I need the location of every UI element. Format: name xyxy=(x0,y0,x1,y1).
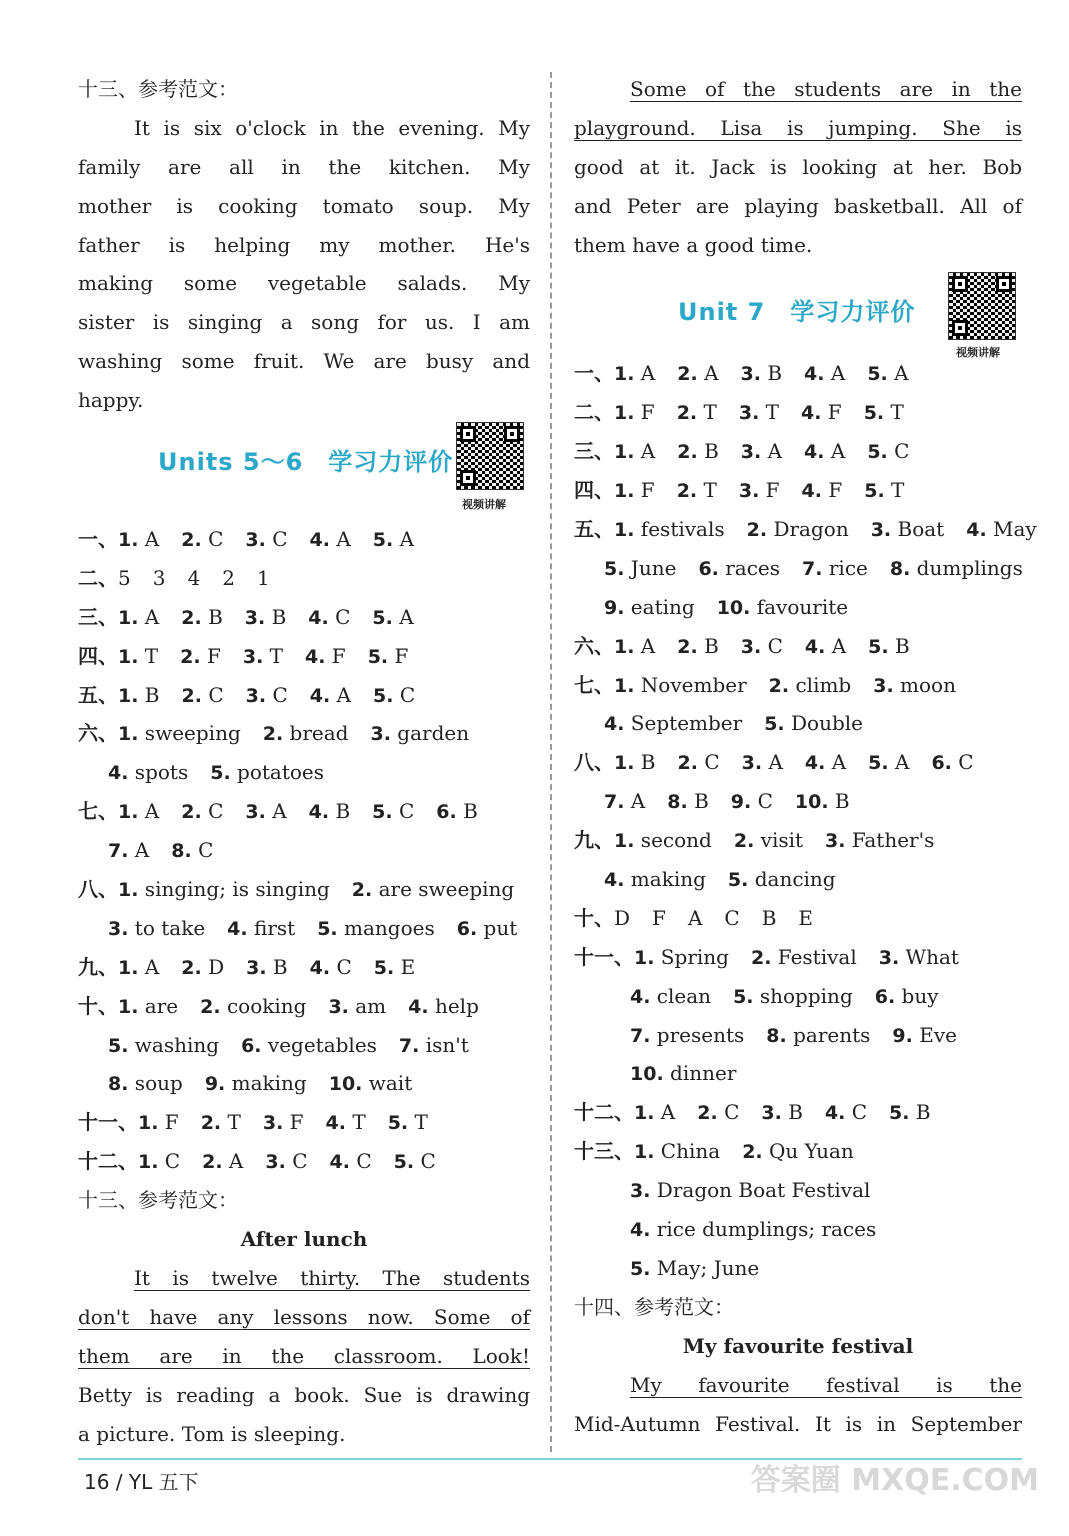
answer-item: 5. E xyxy=(373,954,416,979)
left-column xyxy=(78,70,530,1453)
answer-row xyxy=(574,1171,1022,1210)
answer-item: 2. C xyxy=(181,527,224,552)
answer-item: 1. festivals xyxy=(614,517,725,542)
answer-row xyxy=(78,598,530,637)
answer-item: 4. C xyxy=(824,1100,868,1125)
answer-item: 2. C xyxy=(181,682,224,707)
answer-row xyxy=(574,588,1022,627)
answer-item: A xyxy=(687,905,703,930)
essay-line: washing some fruit. We are busy and xyxy=(78,349,530,374)
answer-item: 4. C xyxy=(329,1149,372,1174)
question-number: 七、 xyxy=(78,799,118,824)
answer-item: 2. bread xyxy=(262,721,349,746)
answer-item: 1. A xyxy=(118,527,160,552)
page-footer: 16 / YL 五下 xyxy=(84,1470,199,1494)
answer-item: 4. September xyxy=(604,711,743,736)
answer-item: 3. Boat xyxy=(870,517,945,542)
answer-item: 7. A xyxy=(108,838,150,863)
answer-row xyxy=(574,627,1022,666)
answer-item: 5. A xyxy=(372,604,414,629)
answer-item: 2. are sweeping xyxy=(351,877,515,902)
question-number: 六、 xyxy=(78,721,118,746)
qr-code[interactable] xyxy=(948,272,1016,340)
answer-item: 5. C xyxy=(372,799,415,824)
answer-item: 2. C xyxy=(181,799,224,824)
answer-row xyxy=(78,1026,530,1065)
essay-line: father is helping my mother. He's xyxy=(78,232,530,257)
answer-item: 4. F xyxy=(801,400,842,425)
answer-row xyxy=(574,549,1022,588)
answer-item: 2. C xyxy=(697,1100,740,1125)
answer-item: 1. November xyxy=(614,672,747,697)
answer-item: 6. buy xyxy=(874,983,939,1008)
answer-item: 1. A xyxy=(614,439,656,464)
answer-row xyxy=(78,637,530,676)
answer-row xyxy=(78,1103,530,1142)
answer-item: 3. T xyxy=(242,643,283,668)
question-number: 十二、 xyxy=(574,1100,634,1125)
answer-item: 9. Eve xyxy=(892,1022,957,1047)
answer-item: 4. clean xyxy=(630,983,712,1008)
question-number: 九、 xyxy=(574,828,614,853)
answer-row xyxy=(78,714,530,753)
answer-item: 4. first xyxy=(227,915,296,940)
answer-row xyxy=(574,471,1022,510)
answer-item: 2. D xyxy=(181,954,225,979)
essay-line: playground. Lisa is jumping. She is xyxy=(574,115,1022,140)
answer-item: 1. China xyxy=(634,1139,721,1164)
answer-item: 3. B xyxy=(246,954,288,979)
answer-item: 5. F xyxy=(367,643,409,668)
answer-row xyxy=(574,354,1022,393)
essay1-heading: 十三、参考范文： xyxy=(78,77,238,101)
answer-item: 3. What xyxy=(878,944,959,969)
answer-item: 4. A xyxy=(804,361,846,386)
question-number: 十、 xyxy=(574,905,614,930)
question-number: 三、 xyxy=(574,439,614,464)
answer-item: 5. shopping xyxy=(733,983,853,1008)
answer-item: 5. June xyxy=(604,555,677,580)
answer-item: C xyxy=(724,905,740,930)
right-column xyxy=(574,70,1037,1443)
answer-row xyxy=(78,909,530,948)
answer-item: 8. dumplings xyxy=(889,555,1023,580)
answer-item: 4. spots xyxy=(108,760,189,785)
answer-item: 5. T xyxy=(387,1110,428,1135)
answer-row xyxy=(574,860,1022,899)
essay-line: don't have any lessons now. Some of xyxy=(78,1304,530,1329)
answer-row xyxy=(78,987,530,1026)
answer-row xyxy=(78,948,530,987)
answer-item: 3. B xyxy=(740,361,783,386)
question-number: 二、 xyxy=(574,400,614,425)
answer-item: 1. A xyxy=(614,633,656,658)
answer-item: 6. vegetables xyxy=(241,1032,377,1057)
essay-line: Some of the students are in the xyxy=(630,77,1022,101)
question-number: 九、 xyxy=(78,954,118,979)
answer-item: 4. C xyxy=(308,604,351,629)
essay-line: good at it. Jack is looking at her. Bob xyxy=(574,154,1022,179)
answer-item: 4. B xyxy=(308,799,351,824)
answer-item: 2. C xyxy=(677,750,720,775)
column-divider xyxy=(550,72,552,1452)
essay-line: It is twelve thirty. The students xyxy=(134,1265,530,1290)
question-number: 四、 xyxy=(78,643,118,668)
answer-item: 6. put xyxy=(456,915,518,940)
question-number: 五、 xyxy=(574,517,614,542)
essay-line: family are all in the kitchen. My xyxy=(78,154,530,179)
answer-item: 5. C xyxy=(867,439,910,464)
answer-item: 2. B xyxy=(677,633,719,658)
section-title: Unit 7 学习力评价 xyxy=(678,298,916,327)
answer-item: 5 xyxy=(118,565,131,590)
answer-item: 3. Dragon Boat Festival xyxy=(630,1178,871,1203)
answer-item: 8. soup xyxy=(108,1071,183,1096)
answer-item: 3. moon xyxy=(873,672,956,697)
answer-item: 4. A xyxy=(309,682,352,707)
answer-item: 5. Double xyxy=(764,711,863,736)
answer-row xyxy=(574,1249,1022,1288)
answer-item: 5. B xyxy=(889,1100,931,1125)
answer-item: 4 xyxy=(187,565,201,590)
answer-item: 2. A xyxy=(202,1149,244,1174)
answer-item: 4. F xyxy=(305,643,346,668)
essay-line: Betty is reading a book. Sue is drawing xyxy=(78,1382,530,1407)
answer-item: 4. help xyxy=(408,993,479,1018)
essay-line: a picture. Tom is sleeping. xyxy=(78,1421,346,1446)
answer-row xyxy=(78,1142,530,1181)
answer-item: 6. races xyxy=(698,555,781,580)
answer-item: 4. F xyxy=(801,478,843,503)
answer-item: 3. to take xyxy=(108,915,206,940)
question-number: 二、 xyxy=(78,565,118,590)
answer-row xyxy=(574,743,1022,782)
answer-item: 1 xyxy=(256,565,270,590)
answers-list xyxy=(574,354,1037,1287)
answer-item: 1. are xyxy=(118,993,179,1018)
answer-item: 4. A xyxy=(804,439,846,464)
answer-item: 4. A xyxy=(309,527,351,552)
answer-item: 1. T xyxy=(118,643,159,668)
answer-item: 2. T xyxy=(676,400,717,425)
answer-item: 3. garden xyxy=(370,721,470,746)
essay1-body xyxy=(78,109,530,420)
essay-body xyxy=(574,1366,1022,1444)
section-title: Units 5～6 学习力评价 xyxy=(158,448,454,477)
answer-row xyxy=(78,792,530,831)
answer-item: 2. F xyxy=(180,643,221,668)
qr-code[interactable] xyxy=(456,422,524,490)
answer-item: 3. F xyxy=(262,1110,304,1135)
answer-row xyxy=(78,676,530,715)
question-number: 十一、 xyxy=(78,1110,138,1135)
answer-item: 5. T xyxy=(863,400,904,425)
answer-item: 2. cooking xyxy=(200,993,307,1018)
answer-item: 10. favourite xyxy=(716,594,849,619)
question-number: 十二、 xyxy=(78,1149,138,1174)
answer-item: 2. B xyxy=(181,604,223,629)
answer-item: 8. C xyxy=(171,838,214,863)
answer-item: 1. A xyxy=(614,361,656,386)
answer-item: 5. T xyxy=(864,478,905,503)
answer-row xyxy=(574,1054,1022,1093)
answer-item: 1. A xyxy=(118,604,160,629)
answers-list xyxy=(78,520,530,1181)
answer-item: 3. Father's xyxy=(825,828,935,853)
answer-item: 1. F xyxy=(614,478,655,503)
essay-line: sister is singing a song for us. I am xyxy=(78,310,530,335)
answer-item: 3. F xyxy=(738,478,780,503)
answer-item: 1. Spring xyxy=(634,944,729,969)
answer-item: 4. A xyxy=(804,750,847,775)
essay-line: them are in the classroom. Look! xyxy=(78,1343,530,1368)
answer-item: 4. rice dumplings; races xyxy=(630,1217,877,1242)
answer-item: 1. C xyxy=(138,1149,181,1174)
answer-item: 1. B xyxy=(118,682,160,707)
answer-item: 2. climb xyxy=(768,672,852,697)
answer-item: 2. Festival xyxy=(750,944,857,969)
answer-item: 9. C xyxy=(730,789,773,814)
answer-item: 7. rice xyxy=(802,555,868,580)
answer-item: 3. C xyxy=(245,682,288,707)
question-number: 三、 xyxy=(78,604,118,629)
answer-row xyxy=(574,666,1022,705)
answer-item: 3. A xyxy=(245,799,287,824)
question-number: 八、 xyxy=(574,750,614,775)
answer-item: E xyxy=(798,905,814,930)
qr-label: 视频讲解 xyxy=(956,346,1000,360)
answer-item: 3 xyxy=(152,565,166,590)
answer-item: 5. potatoes xyxy=(210,760,325,785)
answer-item: 4. C xyxy=(309,954,352,979)
answer-row xyxy=(574,510,1037,549)
answer-item: 10. wait xyxy=(328,1071,413,1096)
answer-row xyxy=(574,1210,1022,1249)
answer-row xyxy=(574,938,1022,977)
essay2-body xyxy=(78,1259,530,1453)
answer-item: 1. A xyxy=(634,1100,676,1125)
answer-item: 7. isn't xyxy=(398,1032,469,1057)
essay-line: making some vegetable salads. My xyxy=(78,271,530,296)
answer-item: 9. eating xyxy=(604,594,695,619)
answer-row xyxy=(574,821,1022,860)
watermark: 答案圈 MXQE.COM xyxy=(750,1463,1039,1498)
essay-line: mother is cooking tomato soup. My xyxy=(78,193,530,218)
answer-item: 5. washing xyxy=(108,1032,220,1057)
qr-label: 视频讲解 xyxy=(462,498,506,512)
essay-line: It is six o'clock in the evening. My xyxy=(134,115,530,140)
answer-item: 6. B xyxy=(436,799,478,824)
answer-item: 5. A xyxy=(868,750,910,775)
answer-item: 4. A xyxy=(804,633,847,658)
question-number: 六、 xyxy=(574,633,614,658)
answer-row xyxy=(574,782,1022,821)
answer-row xyxy=(574,432,1022,471)
answer-row xyxy=(78,870,530,909)
answer-item: F xyxy=(652,905,666,930)
answer-item: 2 xyxy=(222,565,235,590)
answer-item: 1. second xyxy=(614,828,712,853)
answer-item: 10. dinner xyxy=(630,1061,737,1086)
answer-row xyxy=(78,831,530,870)
answer-row xyxy=(574,393,1022,432)
answer-item: 5. C xyxy=(373,682,416,707)
answer-item: 4. making xyxy=(604,867,706,892)
answer-item: 1. singing; is singing xyxy=(118,877,330,902)
answer-item: 8. parents xyxy=(766,1022,871,1047)
answer-item: 2. visit xyxy=(733,828,804,853)
essay-heading: 十四、参考范文： xyxy=(574,1294,734,1319)
answer-item: 5. A xyxy=(867,361,909,386)
answer-item: 2. Qu Yuan xyxy=(742,1139,854,1164)
answer-item: 3. B xyxy=(761,1100,803,1125)
answer-item: 2. Dragon xyxy=(746,517,849,542)
answer-row xyxy=(78,559,530,598)
question-number: 十三、 xyxy=(574,1139,634,1164)
answer-item: 7. presents xyxy=(630,1022,745,1047)
section-header-units-5-6 xyxy=(78,420,530,520)
question-number: 十、 xyxy=(78,993,118,1018)
question-number: 十一、 xyxy=(574,944,634,969)
answer-item: 1. A xyxy=(118,954,160,979)
answer-item: 3. T xyxy=(738,400,779,425)
question-number: 七、 xyxy=(574,672,614,697)
essay-line: Mid-Autumn Festival. It is in September xyxy=(574,1411,1022,1436)
essay-title: My favourite festival xyxy=(682,1333,914,1358)
essay2-title: After lunch xyxy=(240,1227,368,1252)
answer-item: 2. A xyxy=(677,361,719,386)
answer-item: 5. B xyxy=(868,633,910,658)
essay-line: happy. xyxy=(78,388,144,413)
answer-item: 7. A xyxy=(604,789,646,814)
answer-row xyxy=(78,520,530,559)
answer-item: 4. T xyxy=(325,1110,366,1135)
question-number: 一、 xyxy=(574,361,614,386)
question-number: 一、 xyxy=(78,527,118,552)
answer-item: 2. T xyxy=(200,1110,241,1135)
answer-item: 10. B xyxy=(794,789,850,814)
answer-item: 1. F xyxy=(614,400,655,425)
section-header-unit-7 xyxy=(574,264,1022,360)
answer-item: 3. A xyxy=(741,750,783,775)
answer-item: 8. B xyxy=(667,789,709,814)
answer-item: 5. C xyxy=(393,1149,436,1174)
answer-item: 9. making xyxy=(204,1071,307,1096)
answer-item: B xyxy=(761,905,777,930)
answer-item: 3. C xyxy=(245,527,288,552)
answer-item: D xyxy=(614,905,631,930)
answer-item: 3. C xyxy=(740,633,783,658)
essay2-heading: 十三、参考范文： xyxy=(78,1188,238,1213)
answer-item: 2. B xyxy=(677,439,719,464)
answer-item: 3. C xyxy=(265,1149,308,1174)
answer-row xyxy=(78,753,530,792)
essay-continued xyxy=(574,70,1022,264)
answer-row xyxy=(78,1064,530,1103)
answer-item: 5. dancing xyxy=(727,867,836,892)
question-number: 八、 xyxy=(78,877,118,902)
essay-line: My favourite festival is the xyxy=(630,1372,1022,1397)
answer-row xyxy=(574,1016,1022,1055)
answer-item: 5. mangoes xyxy=(317,915,435,940)
answer-row xyxy=(574,704,1022,743)
answer-item: 3. B xyxy=(244,604,287,629)
answer-item: 5. A xyxy=(372,527,415,552)
answer-item: 6. C xyxy=(931,750,974,775)
answer-row xyxy=(574,1132,1022,1171)
answer-item: 3. A xyxy=(740,439,783,464)
answer-item: 5. May; June xyxy=(630,1255,760,1280)
answer-item: 1. A xyxy=(118,799,160,824)
essay-line: and Peter are playing basketball. All of xyxy=(574,193,1022,218)
answer-row xyxy=(574,1093,1022,1132)
answer-item: 1. sweeping xyxy=(118,721,241,746)
answer-row xyxy=(574,899,1022,938)
answer-item: 2. T xyxy=(676,478,717,503)
answer-item: 3. am xyxy=(328,993,387,1018)
answer-item: 1. B xyxy=(614,750,656,775)
question-number: 五、 xyxy=(78,682,118,707)
essay-line: them have a good time. xyxy=(574,232,813,257)
answer-item: 1. F xyxy=(138,1110,179,1135)
question-number: 四、 xyxy=(574,478,614,503)
answer-row xyxy=(574,977,1022,1016)
answer-item: 4. May xyxy=(966,517,1037,542)
